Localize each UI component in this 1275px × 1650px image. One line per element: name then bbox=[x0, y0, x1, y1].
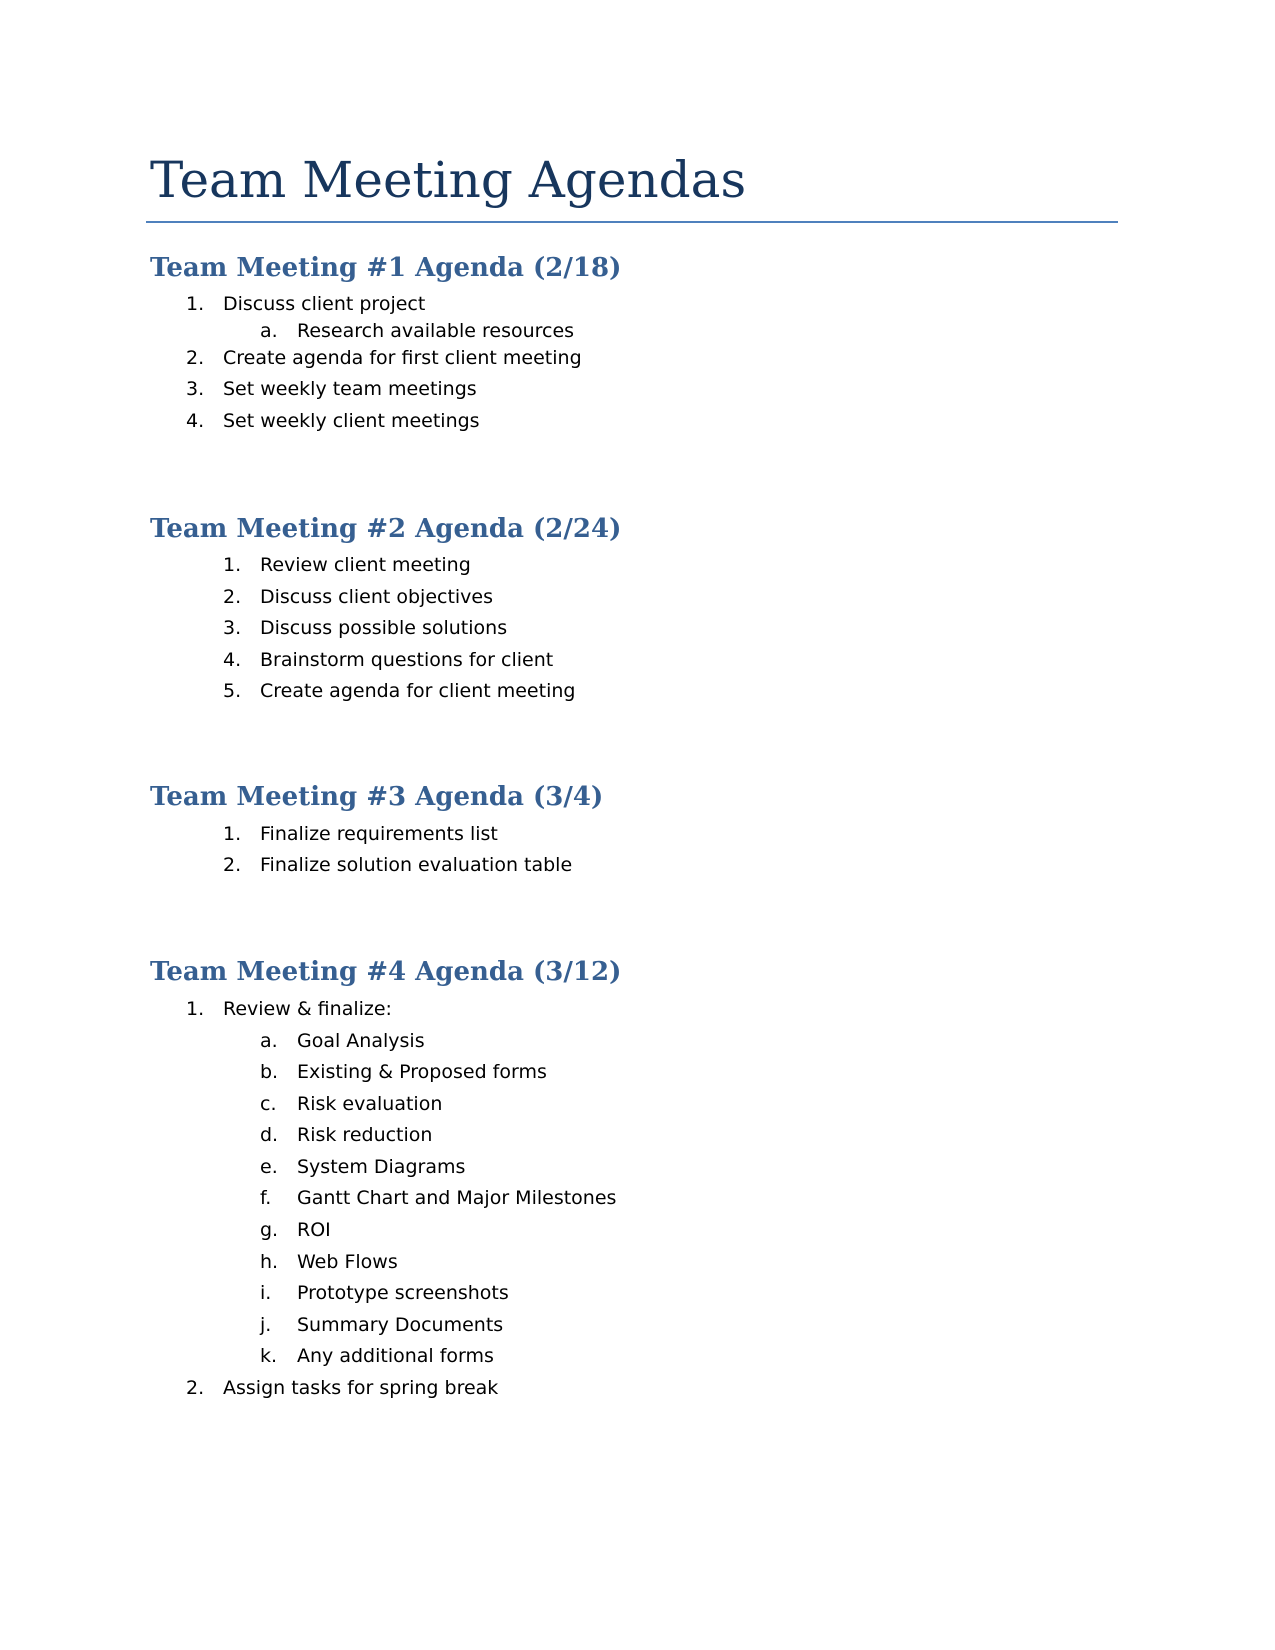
list-item-text: Existing & Proposed forms bbox=[297, 1061, 547, 1083]
list-item-text: Finalize requirements list bbox=[260, 823, 498, 845]
list-item-text: Prototype screenshots bbox=[297, 1282, 509, 1304]
list-item-number: 1. bbox=[223, 823, 242, 845]
list-item-number: g. bbox=[260, 1219, 279, 1241]
list-item-text: Finalize solution evaluation table bbox=[260, 854, 573, 876]
list-item-number: 2. bbox=[223, 586, 242, 608]
list-item-number: 5. bbox=[223, 680, 242, 702]
list-item-text: Brainstorm questions for client bbox=[260, 649, 554, 671]
title-divider bbox=[146, 221, 1118, 223]
list-item-number: b. bbox=[260, 1061, 279, 1083]
list-item-text: ROI bbox=[297, 1219, 331, 1241]
list-item-number: d. bbox=[260, 1124, 279, 1146]
list-item-number: 1. bbox=[223, 554, 242, 576]
list-item-text: Discuss client objectives bbox=[260, 586, 494, 608]
list-item-number: f. bbox=[260, 1187, 272, 1209]
section-heading-meeting-4: Team Meeting #4 Agenda (3/12) bbox=[150, 957, 622, 987]
list-item-text: Goal Analysis bbox=[297, 1030, 425, 1052]
list-item-text: Review client meeting bbox=[260, 554, 471, 576]
list-item-number: 2. bbox=[186, 347, 205, 369]
list-item-number: j. bbox=[260, 1314, 272, 1336]
list-item-text: Create agenda for client meeting bbox=[260, 680, 576, 702]
list-item-number: 2. bbox=[186, 1377, 205, 1399]
section-heading-meeting-3: Team Meeting #3 Agenda (3/4) bbox=[150, 782, 604, 812]
list-item-number: a. bbox=[260, 1030, 278, 1052]
list-item-text: Create agenda for first client meeting bbox=[223, 347, 582, 369]
section-heading-meeting-2: Team Meeting #2 Agenda (2/24) bbox=[150, 514, 622, 544]
list-item-number: 2. bbox=[223, 854, 242, 876]
list-item-text: System Diagrams bbox=[297, 1156, 466, 1178]
page-title: Team Meeting Agendas bbox=[150, 151, 747, 209]
list-item-number: 1. bbox=[186, 998, 205, 1020]
list-item-text: Discuss possible solutions bbox=[260, 617, 508, 639]
list-item-number: 4. bbox=[223, 649, 242, 671]
section-heading-meeting-1: Team Meeting #1 Agenda (2/18) bbox=[150, 253, 622, 283]
list-item-text: Risk evaluation bbox=[297, 1093, 443, 1115]
list-item-text: Web Flows bbox=[297, 1251, 398, 1273]
list-item-number: k. bbox=[260, 1345, 278, 1367]
list-item-text: Summary Documents bbox=[297, 1314, 504, 1336]
list-item-text: Set weekly team meetings bbox=[223, 378, 477, 400]
list-item-number: h. bbox=[260, 1251, 279, 1273]
list-item-number: e. bbox=[260, 1156, 278, 1178]
list-item-number: 3. bbox=[186, 378, 205, 400]
list-item-text: Research available resources bbox=[297, 320, 575, 342]
list-item-number: 3. bbox=[223, 617, 242, 639]
list-item-number: a. bbox=[260, 320, 278, 342]
list-item-number: i. bbox=[260, 1282, 272, 1304]
list-item-text: Discuss client project bbox=[223, 293, 426, 315]
list-item-text: Review & finalize: bbox=[223, 998, 392, 1020]
list-item-text: Gantt Chart and Major Milestones bbox=[297, 1187, 617, 1209]
list-item-text: Risk reduction bbox=[297, 1124, 433, 1146]
list-item-text: Set weekly client meetings bbox=[223, 410, 480, 432]
list-item-number: 1. bbox=[186, 293, 205, 315]
list-item-text: Assign tasks for spring break bbox=[223, 1377, 499, 1399]
list-item-number: c. bbox=[260, 1093, 277, 1115]
list-item-number: 4. bbox=[186, 410, 205, 432]
list-item-text: Any additional forms bbox=[297, 1345, 494, 1367]
